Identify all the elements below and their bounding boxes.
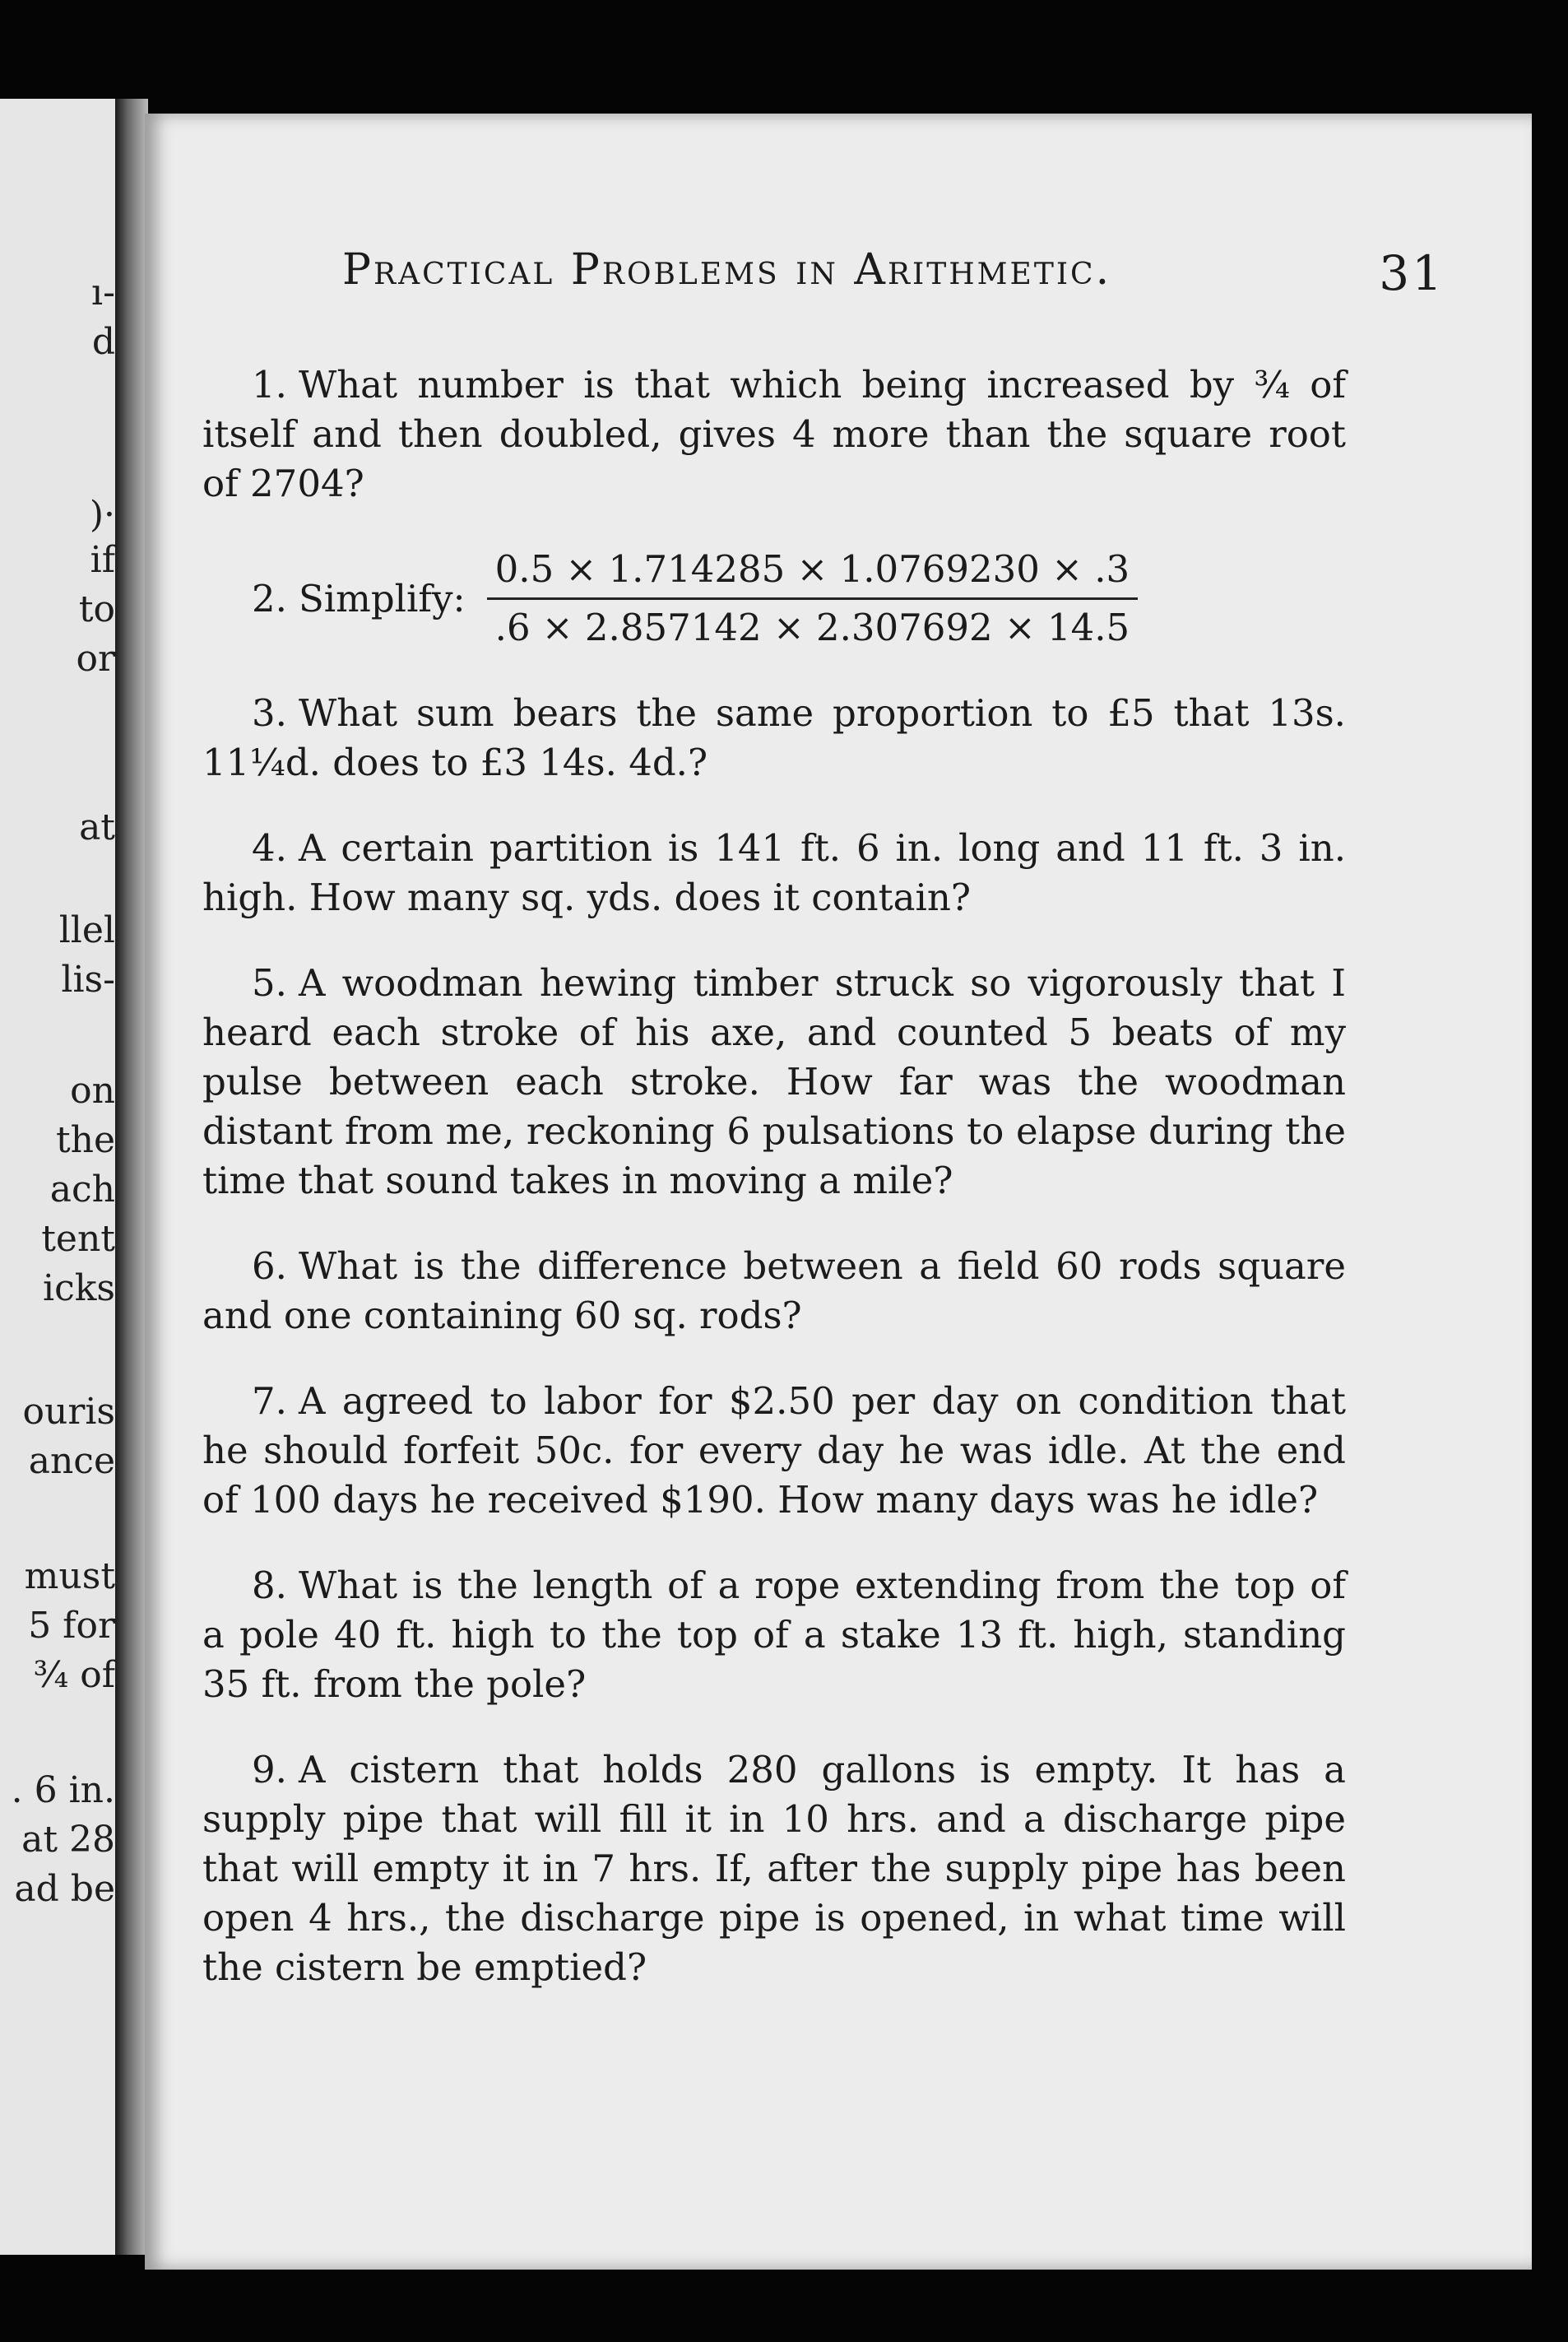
- problem-9: [202, 1745, 1346, 1992]
- page-header: [342, 245, 1445, 301]
- left-page-fragment: to: [78, 588, 115, 630]
- problem-6: [202, 1242, 1346, 1341]
- problem-number: 7.: [252, 1379, 287, 1423]
- problem-2: [252, 545, 1346, 653]
- problem-number: 8.: [252, 1564, 287, 1607]
- left-page-fragment: ouris: [22, 1391, 115, 1433]
- problem-text: A cistern that holds 280 gallons is empty. It has a supply pipe that will fill it in 10 hrs. and a discharge pipe that will empty it in 7 hrs. If, after the supply pipe has been open 4 hrs., the discharge pipe is opened, in what time will the cistern be emptied?: [202, 1748, 1346, 1989]
- fraction-denominator: .6 × 2.857142 × 2.307692 × 14.5: [494, 606, 1130, 649]
- problem-text: A woodman hewing timber struck so vigorously that I heard each stroke of his axe, and counted 5 beats of my pulse between each stroke. How far was the woodman distant from me, reckoning 6 pulsations to elapse during the time that sound takes in moving a mile?: [202, 961, 1346, 1202]
- left-page-fragment: )·: [89, 494, 115, 536]
- left-page-fragment: 5 for: [28, 1605, 115, 1647]
- problem-number: 6.: [252, 1244, 287, 1288]
- fraction: [487, 545, 1139, 653]
- left-page-fragment: icks: [43, 1267, 115, 1309]
- fraction-numerator: 0.5 × 1.714285 × 1.0769230 × .3: [487, 545, 1139, 600]
- left-page-fragment: if: [90, 539, 115, 581]
- problem-text: What number is that which being increased by ¾ of itself and then doubled, gives 4 more than the square root of 2704?: [202, 363, 1346, 505]
- left-page-fragment: ¾ of: [33, 1654, 115, 1696]
- problem-5: [202, 959, 1346, 1206]
- left-page-fragment: on: [70, 1070, 115, 1112]
- left-page-fragment: lis-: [61, 959, 115, 1001]
- left-page-fragment: must: [24, 1555, 115, 1597]
- problem-text: A agreed to labor for $2.50 per day on condition that he should forfeit 50c. for every day he was idle. At the end of 100 days he received $190. How many days was he idle?: [202, 1379, 1346, 1522]
- problem-number: 4.: [252, 826, 287, 870]
- page-number: 31: [1379, 245, 1445, 301]
- previous-page-edge: [0, 99, 115, 2255]
- problem-3: [202, 689, 1346, 788]
- left-page-fragment: . 6 in.: [11, 1769, 115, 1811]
- problem-list: [202, 360, 1346, 2028]
- problem-8: [202, 1561, 1346, 1709]
- left-page-fragment: ach: [49, 1169, 115, 1210]
- left-page-fragment: ad be: [14, 1868, 115, 1910]
- problem-4: [202, 824, 1346, 922]
- left-page-fragment: ance: [28, 1440, 115, 1482]
- problem-number: 1.: [252, 363, 287, 407]
- running-title: Practical Problems in Arithmetic.: [342, 245, 1112, 295]
- left-page-fragment: at 28: [21, 1819, 115, 1861]
- problem-text: What is the length of a rope extending from the top of a pole 40 ft. high to the top of a stake 13 ft. high, standing 35 ft. from the pole?: [202, 1564, 1346, 1706]
- problem-number: 2.: [252, 576, 287, 620]
- left-page-fragment: ı-: [91, 272, 115, 314]
- left-page-fragment: llel: [58, 909, 115, 951]
- left-page-fragment: the: [55, 1119, 115, 1161]
- problem-text: What is the difference between a field 60 rods square and one containing 60 sq. rods?: [202, 1244, 1346, 1337]
- problem-number: 9.: [252, 1748, 287, 1791]
- left-page-fragment: tent: [41, 1218, 115, 1260]
- book-gutter: [115, 99, 148, 2255]
- problem-text: A certain partition is 141 ft. 6 in. long and 11 ft. 3 in. high. How many sq. yds. does it contain?: [202, 826, 1346, 919]
- left-page-fragment: or: [76, 638, 115, 680]
- left-page-fragment: at: [79, 806, 115, 848]
- problem-number: 3.: [252, 691, 287, 735]
- problem-text: What sum bears the same proportion to £5 that 13s. 11¼d. does to £3 14s. 4d.?: [202, 691, 1346, 784]
- simplify-label: Simplify:: [298, 576, 466, 620]
- problem-1: [202, 360, 1346, 509]
- left-page-fragment: d: [91, 321, 115, 363]
- problem-number: 5.: [252, 961, 287, 1005]
- problem-7: [202, 1377, 1346, 1525]
- book-page: [145, 114, 1532, 2270]
